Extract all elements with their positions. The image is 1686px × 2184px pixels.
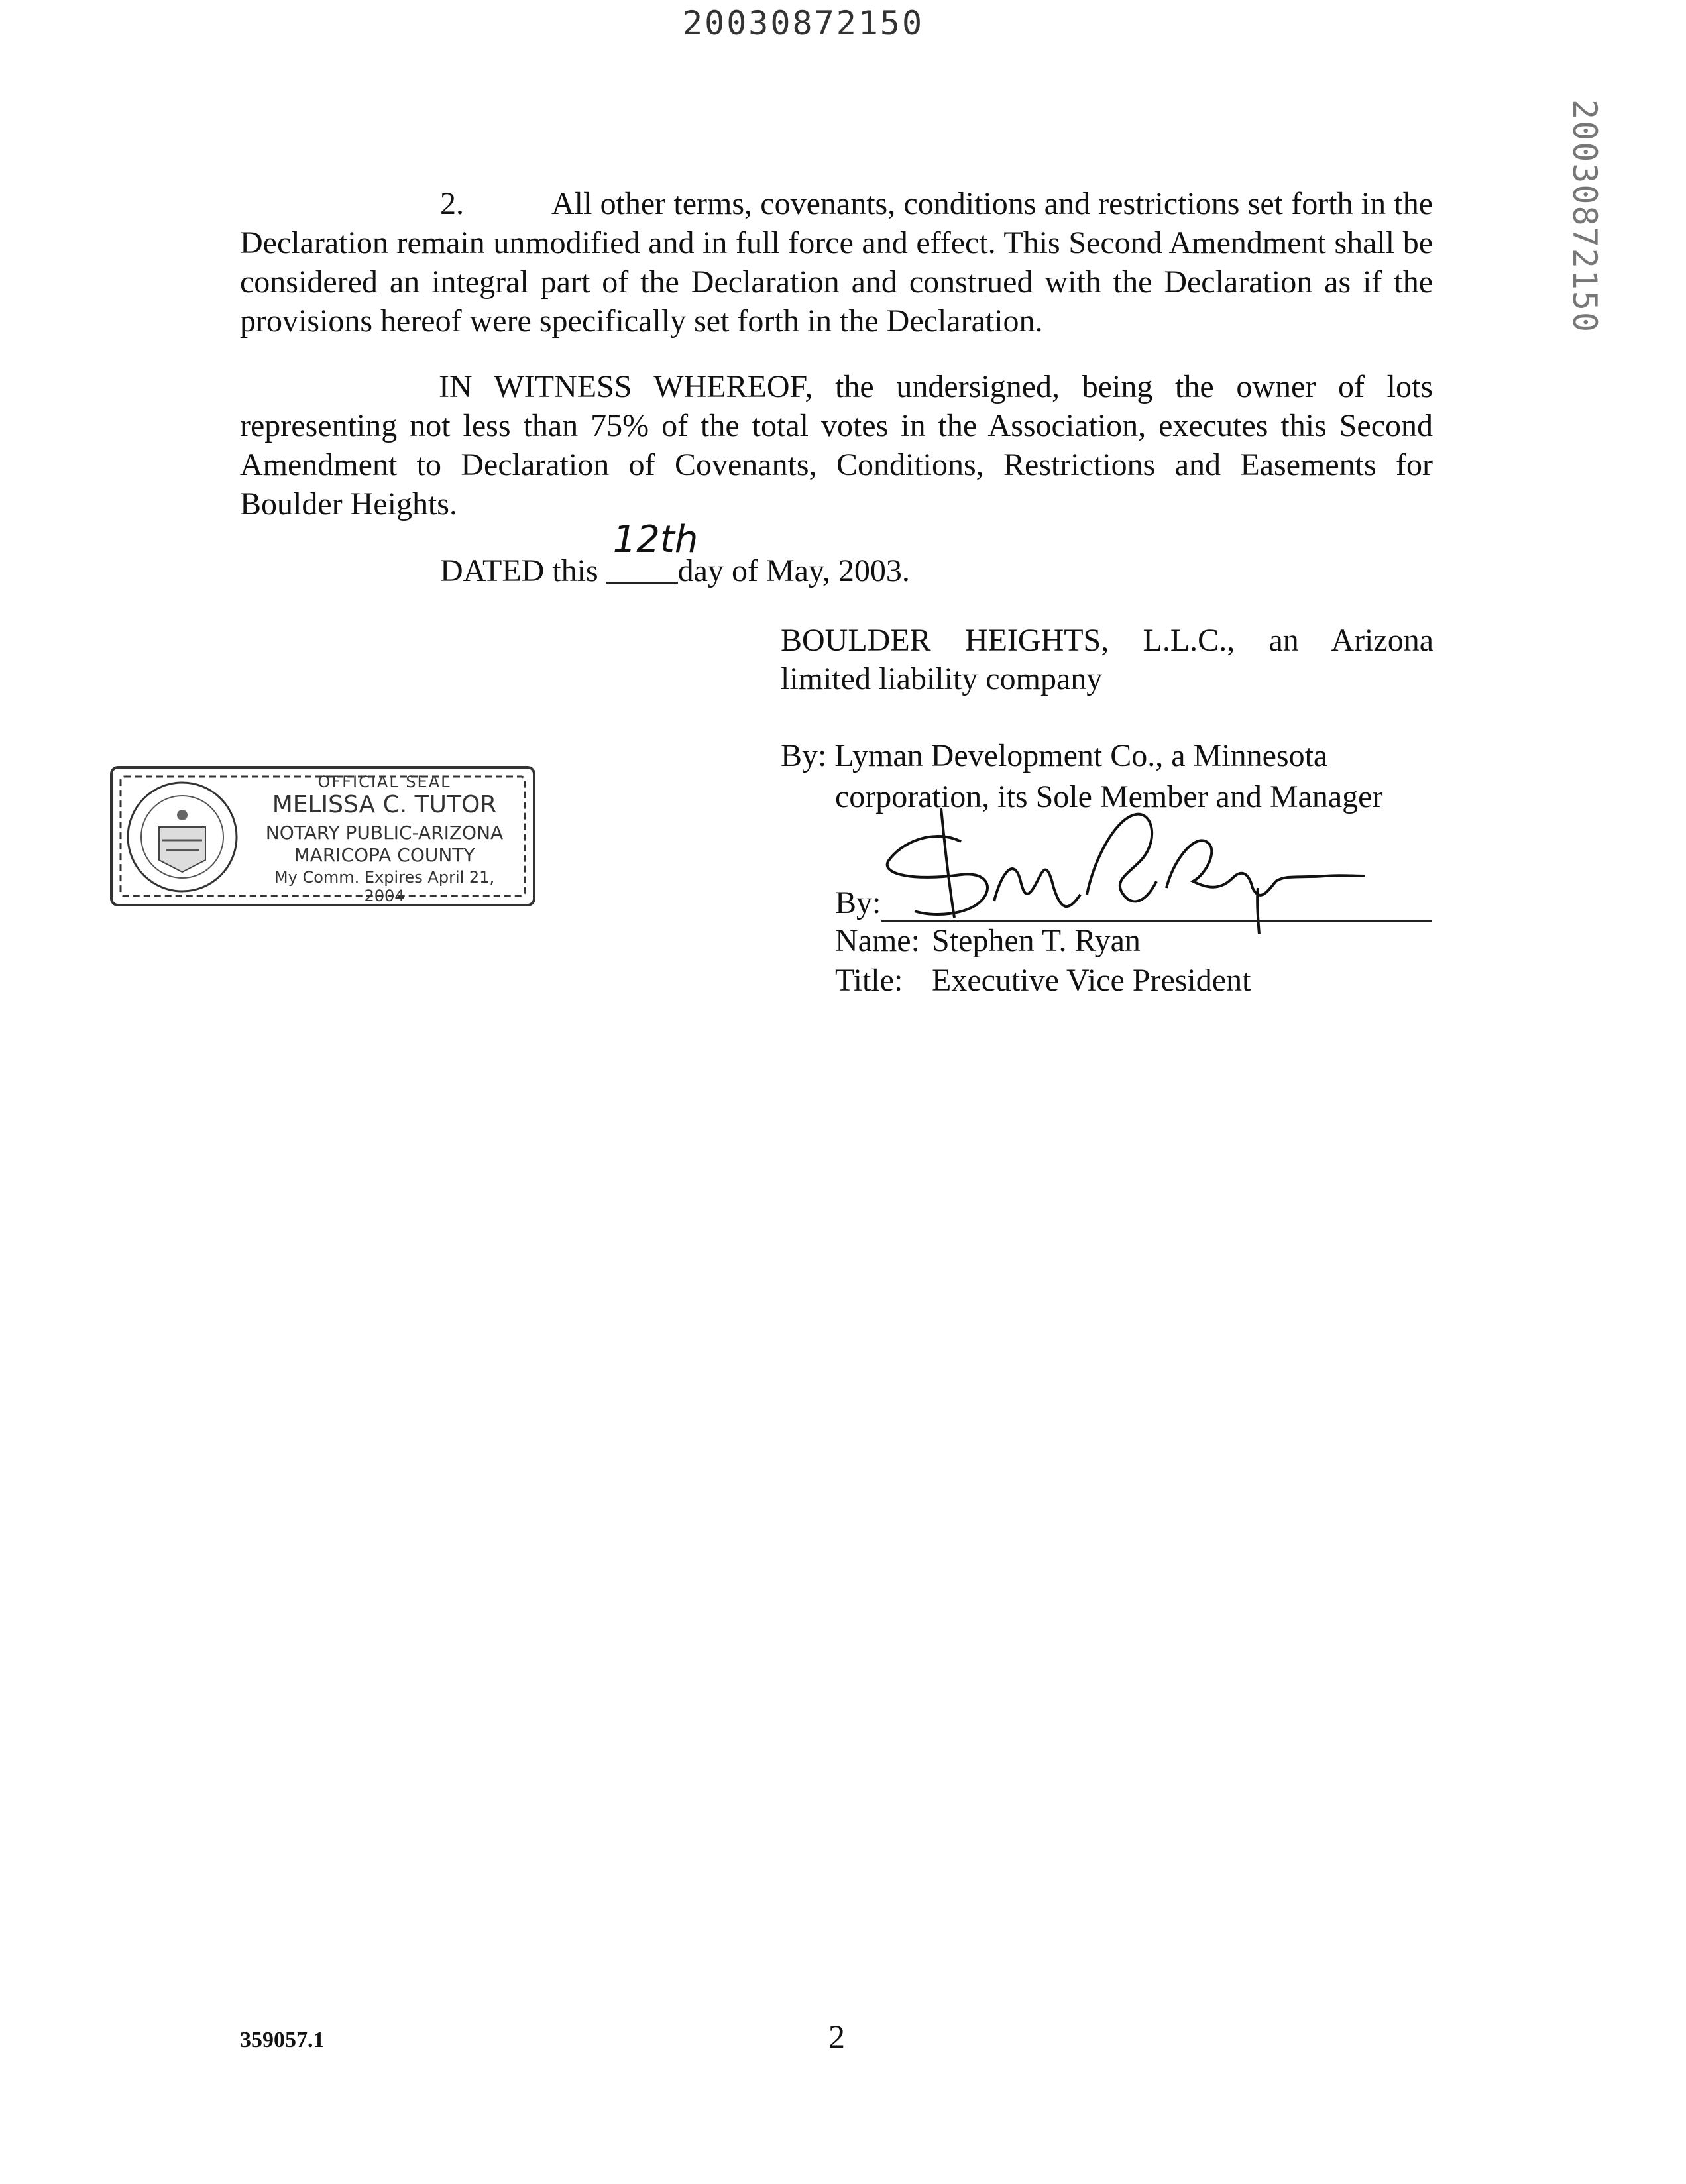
signer-title-line xyxy=(835,962,1251,999)
title-label: Title: xyxy=(835,963,903,998)
notary-title: NOTARY PUBLIC-ARIZONA xyxy=(265,822,504,844)
day-blank xyxy=(606,518,699,584)
paragraph-2-text: All other terms, covenants, conditions and restrictions set forth in the Declaration remain unmodified and in full force and effect. This Second Amendment shall be considered an integral part of the Declaration and construed with the Declaration as if the provisions hereof were specifically set forth in the Declaration. xyxy=(240,186,1433,339)
notary-county: MARICOPA COUNTY xyxy=(294,844,475,866)
document-code: 359057.1 xyxy=(240,2028,325,2052)
paragraph-number: 2. xyxy=(440,186,464,221)
handwritten-signature xyxy=(862,802,1365,934)
member-line-1: By: Lyman Development Co., a Minnesota xyxy=(781,738,1328,773)
signer-title: Executive Vice President xyxy=(932,963,1251,998)
company-name: BOULDER HEIGHTS, L.L.C., an Arizona xyxy=(781,623,1433,658)
recording-number: 20030872150 xyxy=(683,4,925,42)
signature-by-label: By: xyxy=(835,885,881,920)
member-line-2: corporation, its Sole Member and Manager xyxy=(835,779,1383,814)
seal-heading: OFFICIAL SEAL xyxy=(317,773,451,791)
commission-expires: My Comm. Expires April 21, 2004 xyxy=(274,868,495,905)
notary-seal-stamp xyxy=(106,761,540,913)
witness-paragraph xyxy=(240,367,1433,523)
company-block xyxy=(781,622,1433,698)
signer-name: Stephen T. Ryan xyxy=(932,923,1141,958)
paragraph-2 xyxy=(240,184,1433,341)
dated-prefix: DATED this xyxy=(440,553,598,588)
name-label: Name: xyxy=(835,923,920,958)
notary-name: MELISSA C. TUTOR xyxy=(272,791,497,818)
page-number: 2 xyxy=(828,2018,845,2055)
dated-suffix: day of May, 2003. xyxy=(677,553,910,588)
dated-line xyxy=(440,518,910,589)
side-recording-stamp: 20030872150 xyxy=(1565,99,1604,334)
company-type: limited liability company xyxy=(781,661,1103,696)
signature-rule xyxy=(881,920,1432,922)
handwritten-day: 12th xyxy=(612,518,699,561)
witness-text: IN WITNESS WHEREOF, the undersigned, being the owner of lots representing not less than 75% of the total votes in the Association, executes this Second Amendment to Declaration of Covenants, Conditions, Restrictions and Easements for Boulder Heights. xyxy=(240,369,1433,521)
signer-name-line xyxy=(835,922,1141,959)
